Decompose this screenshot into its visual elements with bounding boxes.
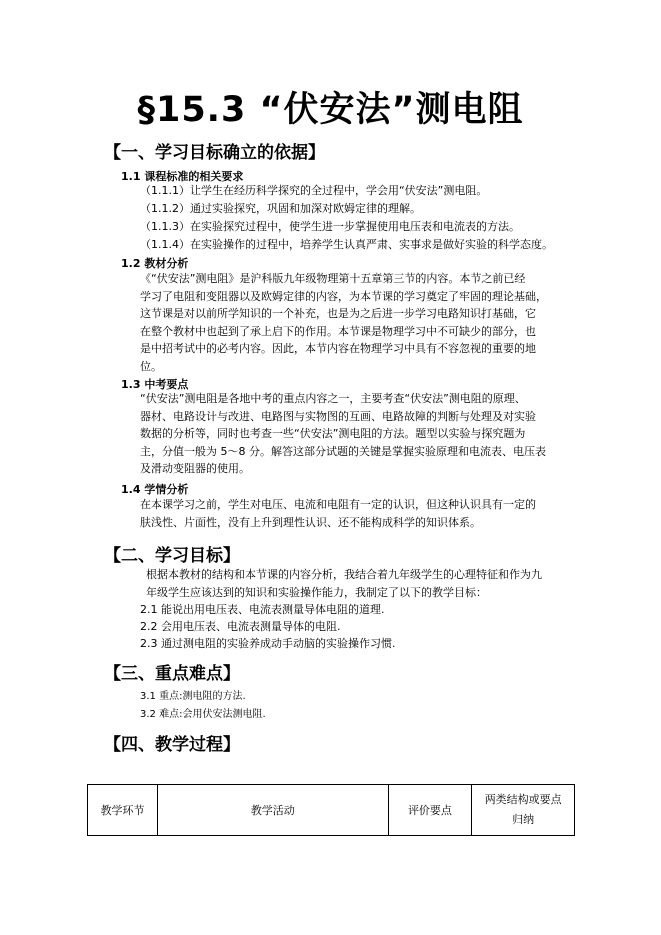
subsection-heading-1-4: 1.4 学情分析	[121, 483, 189, 496]
header-cell-line: 归纳	[512, 813, 535, 826]
subsection-heading-1-2: 1.2 教材分析	[121, 257, 189, 270]
section-heading-2: 【二、学习目标】	[104, 546, 240, 566]
objectives-intro-paragraph	[146, 566, 566, 601]
paragraph-line: 根据本教材的结构和本节课的内容分析，我结合着九年级学生的心理特征和作为九	[146, 568, 542, 581]
header-cell-teaching-stage: 教学环节	[88, 785, 158, 836]
subsection-heading-1-1: 1.1 课程标准的相关要求	[121, 170, 244, 183]
paragraph-line: 器材、电路设计与改进、电路图与实物图的互画、电路故障的判断与处理及对实验	[140, 409, 536, 423]
teaching-process-table	[87, 784, 575, 836]
section-heading-3: 【三、重点难点】	[104, 664, 240, 684]
objective-item-1: 2.1 能说出用电压表、电流表测量导体电阻的道理.	[140, 603, 385, 616]
exam-points-paragraph	[140, 390, 566, 478]
paragraph-line: 学习了电阻和变阻器以及欧姆定律的内容，为本节课的学习奠定了牢固的理论基础，	[140, 289, 547, 303]
paragraph-line: 《“伏安法”测电阻》是沪科版九年级物理第十五章第三节的内容。本节之前已经	[140, 272, 526, 285]
paragraph-line: 是中招考试中的必考内容。因此，本节内容在物理学习中具有不容忽视的重要的地	[140, 342, 536, 355]
requirement-item-2: （1.1.2）通过实验探究，巩固和加深对欧姆定律的理解。	[140, 202, 421, 215]
requirement-item-3: （1.1.3）在实验探究过程中，使学生进一步掌握使用电压表和电流表的方法。	[140, 220, 520, 233]
subsection-heading-1-3: 1.3 中考要点	[121, 378, 189, 391]
textbook-analysis-paragraph	[140, 270, 566, 375]
paragraph-line: 在整个教材中也起到了承上启下的作用。本节课是物理学习中不可缺少的部分，也	[140, 324, 536, 338]
key-point-item: 3.1 重点:测电阻的方法.	[140, 691, 246, 702]
paragraph-line: 这节课是对以前所学知识的一个补充，也是为之后进一步学习电路知识打基础，它	[140, 307, 536, 320]
paragraph-line: 在本课学习之前，学生对电压、电流和电阻有一定的认识，但这种认识具有一定的	[140, 498, 536, 511]
paragraph-line: “伏安法”测电阻是各地中考的重点内容之一，主要考查“伏安法”测电阻的原理、	[140, 392, 526, 405]
section-heading-1: 【一、学习目标确立的依据】	[104, 143, 325, 163]
requirement-item-4: （1.1.4）在实验操作的过程中，培养学生认真严肃、实事求是做好实验的科学态度。	[140, 238, 553, 251]
paragraph-line: 年级学生应该达到的知识和实验操作能力，我制定了以下的教学目标：	[146, 585, 487, 599]
objective-item-3: 2.3 通过测电阻的实验养成动手动脑的实验操作习惯.	[140, 637, 396, 650]
table-header-row	[88, 785, 575, 836]
requirement-item-1: （1.1.1）让学生在经历科学探究的全过程中，学会用“伏安法”测电阻。	[140, 184, 488, 197]
learner-analysis-paragraph	[140, 496, 566, 531]
header-cell-evaluation-points: 评价要点	[388, 785, 472, 836]
paragraph-line: 及滑动变阻器的使用。	[140, 462, 250, 475]
paragraph-line: 肤浅性、片面性，没有上升到理性认识、还不能构成科学的知识体系。	[140, 515, 481, 529]
section-heading-4: 【四、教学过程】	[104, 735, 240, 755]
paragraph-line: 位。	[140, 359, 162, 373]
header-cell-line: 两类结构或要点	[484, 793, 562, 806]
difficult-point-item: 3.2 难点:会用伏安法测电阻.	[140, 709, 266, 720]
header-cell-teaching-activity: 教学活动	[158, 785, 388, 836]
page-title: §15.3 “伏安法”测电阻	[137, 90, 524, 130]
objective-item-2: 2.2 会用电压表、电流表测量导体的电阻.	[140, 620, 341, 633]
paragraph-line: 数据的分析等，同时也考查一些“伏安法”测电阻的方法。题型以实验与探究题为	[140, 427, 526, 440]
header-cell-structure-summary	[472, 785, 575, 836]
paragraph-line: 主，分值一般为 5～8 分。解答这部分试题的关键是掌握实验原理和电流表、电压表	[140, 444, 546, 458]
